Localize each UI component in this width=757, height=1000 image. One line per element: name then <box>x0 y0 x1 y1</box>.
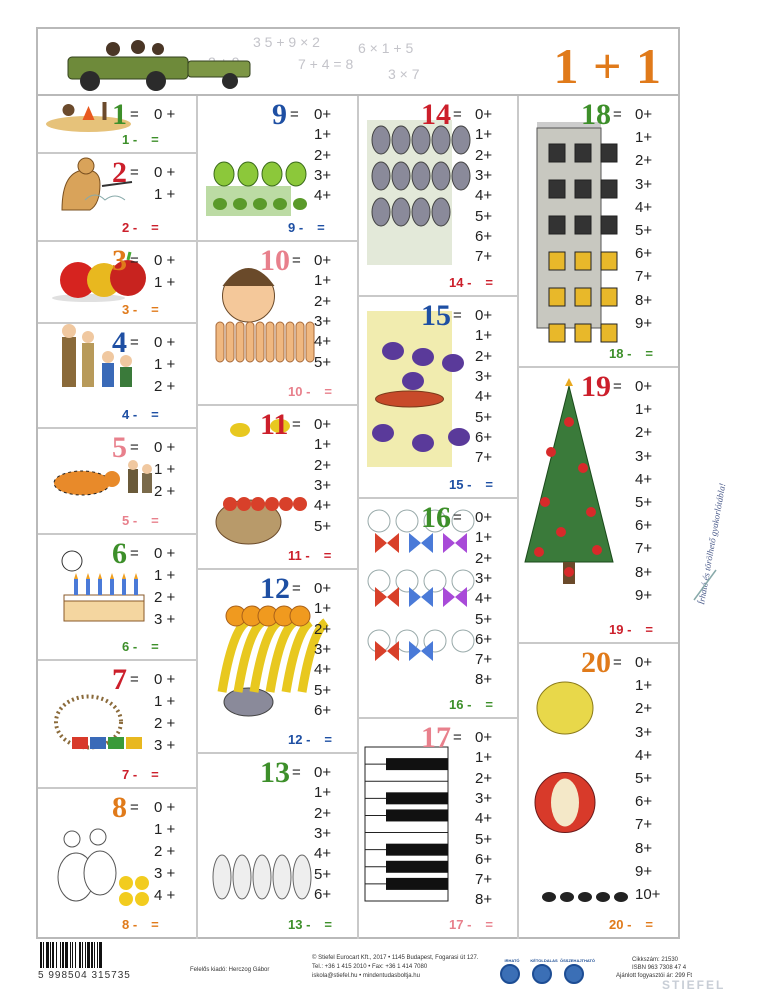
addition-row[interactable]: 10+ <box>635 886 661 903</box>
equals-sign: = <box>130 252 139 269</box>
addition-row[interactable]: 0 + <box>154 334 176 351</box>
subtraction-label: 19 - <box>609 622 632 637</box>
subtraction-label: 14 - <box>449 275 472 290</box>
price: Ajánlott fogyasztói ár: 299 Ft <box>616 973 693 979</box>
equals-sign: = <box>130 334 139 351</box>
exercise-number: 9 <box>272 98 287 131</box>
addition-row[interactable]: 3+ <box>635 723 653 741</box>
addition-row[interactable]: 3+ <box>314 824 332 842</box>
addition-row[interactable]: 5+ <box>314 517 332 535</box>
addition-row[interactable]: 7+ <box>635 540 653 558</box>
addition-row[interactable]: 0 + <box>154 439 176 456</box>
addition-row[interactable]: 4+ <box>475 810 493 828</box>
subtraction-row[interactable] <box>609 346 653 362</box>
header-banner <box>38 29 678 96</box>
addition-row[interactable]: 0+ <box>635 378 653 395</box>
addition-row[interactable]: 1 + <box>154 567 176 584</box>
page-title: 1 + 1 <box>553 38 662 94</box>
addition-row[interactable]: 1+ <box>475 327 493 345</box>
addition-row[interactable]: 2 + <box>154 483 176 500</box>
addition-row[interactable]: 0+ <box>635 654 653 671</box>
addition-row[interactable]: 7+ <box>475 651 493 669</box>
addition-row[interactable]: 3 + <box>154 737 176 754</box>
addition-row[interactable]: 2 + <box>154 589 176 606</box>
subtraction-row[interactable] <box>288 732 332 748</box>
subtraction-equals: = <box>151 513 159 528</box>
addition-row[interactable]: 2+ <box>635 152 653 170</box>
column-4 <box>519 96 678 939</box>
addition-row[interactable]: 2+ <box>475 347 493 365</box>
exercise-12 <box>198 570 357 754</box>
addition-row[interactable]: 4+ <box>475 388 493 406</box>
equals-sign: = <box>290 106 299 123</box>
subtraction-label: 2 - <box>122 220 138 235</box>
addition-row[interactable]: 2+ <box>475 549 493 567</box>
exercise-16 <box>359 499 517 719</box>
math-sheet <box>36 27 680 939</box>
addition-row[interactable]: 1+ <box>314 272 332 290</box>
svg-text:6 × 1 + 5: 6 × 1 + 5 <box>358 40 414 56</box>
exercise-number: 2 <box>112 156 127 189</box>
addition-row[interactable]: 0+ <box>475 509 493 526</box>
svg-text:3 5 + 9 × 2: 3 5 + 9 × 2 <box>253 34 320 50</box>
publisher: Felelős kiadó: Herczog Gábor <box>190 967 270 973</box>
addition-row[interactable]: 4+ <box>314 497 332 515</box>
addition-row[interactable]: 4+ <box>635 746 653 764</box>
addition-row[interactable]: 1+ <box>314 600 332 618</box>
equals-sign: = <box>130 106 139 123</box>
addition-row[interactable]: 4+ <box>635 470 653 488</box>
subtraction-label: 16 - <box>449 697 472 712</box>
subtraction-label: 7 - <box>122 767 138 782</box>
exercise-number: 10 <box>260 244 290 277</box>
subtraction-row[interactable] <box>122 220 159 236</box>
addition-row[interactable]: 2+ <box>475 769 493 787</box>
addition-row[interactable]: 0+ <box>314 106 332 123</box>
addition-row[interactable]: 6+ <box>475 227 493 245</box>
subtraction-row[interactable] <box>288 220 325 236</box>
exercise-6 <box>38 535 196 661</box>
exercise-15 <box>359 297 517 499</box>
subtraction-equals: = <box>151 220 159 235</box>
subtraction-label: 1 - <box>122 132 138 147</box>
addition-row[interactable]: 7+ <box>475 449 493 467</box>
addition-row[interactable]: 2+ <box>314 456 332 474</box>
exercise-5 <box>38 429 196 535</box>
addition-row[interactable]: 6+ <box>475 850 493 868</box>
addition-row[interactable]: 1+ <box>314 784 332 802</box>
addition-row[interactable]: 6+ <box>475 630 493 648</box>
exercise-number: 3 <box>112 244 127 277</box>
addition-row[interactable]: 1 + <box>154 821 176 838</box>
addition-row[interactable]: 3+ <box>314 476 332 494</box>
addition-row[interactable]: 5+ <box>475 207 493 225</box>
equals-sign: = <box>453 509 462 526</box>
addition-row[interactable]: 4+ <box>475 590 493 608</box>
addition-row[interactable]: 1 + <box>154 356 176 373</box>
equals-sign: = <box>292 416 301 433</box>
addition-row[interactable]: 1+ <box>635 401 653 419</box>
subtraction-equals: = <box>324 917 332 932</box>
addition-row[interactable]: 2 + <box>154 378 176 395</box>
equals-sign: = <box>130 439 139 456</box>
exercise-number: 7 <box>112 663 127 696</box>
subtraction-equals: = <box>645 917 653 932</box>
subtraction-row[interactable] <box>122 513 159 529</box>
subtraction-row[interactable] <box>288 548 331 564</box>
addition-row[interactable]: 0 + <box>154 799 176 816</box>
logo-double-sided: KÉTOLDALAS <box>532 964 552 984</box>
addition-row[interactable]: 6+ <box>475 428 493 446</box>
exercise-20 <box>519 644 678 939</box>
exercise-number: 17 <box>421 721 451 754</box>
exercise-13 <box>198 754 357 939</box>
exercise-number: 13 <box>260 756 290 789</box>
footer <box>36 942 736 994</box>
subtraction-label: 15 - <box>449 477 472 492</box>
subtraction-equals: = <box>485 697 493 712</box>
exercise-7 <box>38 661 196 789</box>
subtraction-label: 17 - <box>449 917 472 932</box>
barcode <box>38 942 134 968</box>
addition-row[interactable]: 4+ <box>314 333 332 351</box>
building-illustration <box>523 100 615 346</box>
addition-row[interactable]: 3+ <box>635 175 653 193</box>
equals-sign: = <box>292 580 301 597</box>
addition-row[interactable]: 0 + <box>154 106 176 123</box>
equals-sign: = <box>453 106 462 123</box>
equals-sign: = <box>292 764 301 781</box>
subtraction-label: 3 - <box>122 302 138 317</box>
exercise-2 <box>38 154 196 242</box>
catalog-number: Cikkszám: 21530 <box>632 957 679 963</box>
equals-sign: = <box>453 307 462 324</box>
subtraction-row[interactable] <box>122 132 159 148</box>
exercise-10 <box>198 242 357 406</box>
addition-row[interactable]: 0+ <box>314 580 332 597</box>
addition-row[interactable]: 0+ <box>314 764 332 781</box>
addition-row[interactable]: 1+ <box>475 529 493 547</box>
subtraction-row[interactable] <box>122 407 159 423</box>
subtraction-equals: = <box>485 917 493 932</box>
addition-row[interactable]: 2+ <box>635 424 653 442</box>
subtraction-equals: = <box>151 407 159 422</box>
subtraction-row[interactable] <box>449 697 493 713</box>
addition-row[interactable]: 4+ <box>475 187 493 205</box>
exercise-11 <box>198 406 357 570</box>
subtraction-label: 5 - <box>122 513 138 528</box>
subtraction-row[interactable] <box>288 384 332 400</box>
equals-sign: = <box>130 799 139 816</box>
addition-row[interactable]: 2+ <box>314 620 332 638</box>
subtraction-label: 10 - <box>288 384 311 399</box>
subtraction-label: 6 - <box>122 639 138 654</box>
equals-sign: = <box>292 252 301 269</box>
addition-row[interactable]: 0 + <box>154 252 176 269</box>
addition-row[interactable]: 0+ <box>314 416 332 433</box>
subtraction-equals: = <box>645 622 653 637</box>
addition-row[interactable]: 1+ <box>475 126 493 144</box>
addition-row[interactable]: 2+ <box>314 146 332 164</box>
addition-row[interactable]: 8+ <box>635 291 653 309</box>
addition-row[interactable]: 1 + <box>154 461 176 478</box>
subtraction-label: 18 - <box>609 346 632 361</box>
addition-row[interactable]: 3+ <box>314 312 332 330</box>
subtraction-label: 11 - <box>288 548 310 563</box>
addition-row[interactable]: 3+ <box>475 166 493 184</box>
addition-row[interactable]: 4+ <box>635 198 653 216</box>
addition-row[interactable]: 0 + <box>154 164 176 181</box>
addition-row[interactable]: 4 + <box>154 887 176 904</box>
addition-row[interactable]: 7+ <box>475 871 493 889</box>
exercise-4 <box>38 324 196 429</box>
addition-row[interactable]: 0 + <box>154 545 176 562</box>
addition-row[interactable]: 4+ <box>314 187 332 205</box>
addition-row[interactable]: 0+ <box>314 252 332 269</box>
subtraction-equals: = <box>151 302 159 317</box>
exercise-3 <box>38 242 196 324</box>
addition-row[interactable]: 1+ <box>475 749 493 767</box>
subtraction-equals: = <box>151 639 159 654</box>
subtraction-row[interactable] <box>288 917 332 933</box>
addition-row[interactable]: 1 + <box>154 693 176 710</box>
addition-row[interactable]: 3 + <box>154 611 176 628</box>
addition-row[interactable]: 2+ <box>475 146 493 164</box>
exercise-number: 18 <box>581 98 611 131</box>
addition-row[interactable]: 9+ <box>635 586 653 604</box>
exercise-number: 1 <box>112 98 127 131</box>
subtraction-equals: = <box>324 384 332 399</box>
equals-sign: = <box>130 164 139 181</box>
addition-row[interactable]: 8+ <box>475 671 493 689</box>
addition-row[interactable]: 1 + <box>154 274 176 291</box>
addition-row[interactable]: 2 + <box>154 715 176 732</box>
equals-sign: = <box>613 106 622 123</box>
addition-row[interactable]: 5+ <box>314 681 332 699</box>
christmas-tree-illustration <box>523 372 615 622</box>
exercise-1 <box>38 96 196 154</box>
addition-row[interactable]: 4+ <box>314 845 332 863</box>
subtraction-row[interactable] <box>122 302 159 318</box>
subtraction-label: 12 - <box>288 732 311 747</box>
subtraction-equals: = <box>485 275 493 290</box>
subtraction-equals: = <box>151 132 159 147</box>
addition-row[interactable]: 3 + <box>154 865 176 882</box>
subtraction-label: 13 - <box>288 917 311 932</box>
addition-row[interactable]: 1+ <box>314 126 332 144</box>
addition-row[interactable]: 1 + <box>154 186 176 203</box>
subtraction-label: 9 - <box>288 220 304 235</box>
addition-row[interactable]: 0+ <box>475 307 493 324</box>
side-note-text: Írható és törölhető gyakorlótábla! <box>696 482 728 606</box>
exercise-17 <box>359 719 517 939</box>
addition-row[interactable]: 6+ <box>635 793 653 811</box>
subtraction-label: 4 - <box>122 407 138 422</box>
addition-row[interactable]: 8+ <box>475 891 493 909</box>
exercise-number: 6 <box>112 537 127 570</box>
subtraction-equals: = <box>151 917 159 932</box>
addition-row[interactable]: 0+ <box>475 729 493 746</box>
addition-row[interactable]: 7+ <box>635 268 653 286</box>
subtraction-equals: = <box>323 548 332 563</box>
addition-row[interactable]: 6+ <box>635 517 653 535</box>
addition-row[interactable]: 9+ <box>635 314 653 332</box>
addition-row[interactable]: 0+ <box>635 106 653 123</box>
addition-row[interactable]: 0+ <box>475 106 493 123</box>
exercise-number: 4 <box>112 326 127 359</box>
exercise-number: 8 <box>112 791 127 824</box>
addition-row[interactable]: 9+ <box>635 862 653 880</box>
addition-row[interactable]: 3+ <box>475 569 493 587</box>
subtraction-equals: = <box>645 346 653 361</box>
addition-row[interactable]: 7+ <box>475 248 493 266</box>
column-3 <box>359 96 519 939</box>
subtraction-equals: = <box>317 220 325 235</box>
exercise-8 <box>38 789 196 939</box>
addition-row[interactable]: 2 + <box>154 843 176 860</box>
addition-row[interactable]: 5+ <box>475 830 493 848</box>
contact-phone: Tel.: +36 1 415 2010 • Fax: +36 1 414 7080 <box>312 964 428 970</box>
addition-row[interactable]: 3+ <box>475 789 493 807</box>
equals-sign: = <box>613 654 622 671</box>
copyright: © Stiefel Eurocart Kft., 2017 • 1145 Budapest, Fogarasi út 127. <box>312 955 479 961</box>
ants-apple-illustration <box>523 648 615 917</box>
brand-logo: STIEFEL <box>662 978 726 992</box>
side-note <box>690 420 728 610</box>
subtraction-row[interactable] <box>122 767 159 783</box>
exercise-number: 15 <box>421 299 451 332</box>
subtraction-equals: = <box>324 732 332 747</box>
addition-row[interactable]: 2+ <box>635 700 653 718</box>
jeep-illustration <box>38 29 458 96</box>
addition-row[interactable]: 6+ <box>635 245 653 263</box>
addition-row[interactable]: 0 + <box>154 671 176 688</box>
equals-sign: = <box>130 671 139 688</box>
exercise-18 <box>519 96 678 368</box>
addition-row[interactable]: 2+ <box>314 292 332 310</box>
subtraction-row[interactable] <box>449 917 493 933</box>
addition-row[interactable]: 6+ <box>314 701 332 719</box>
exercise-number: 14 <box>421 98 451 131</box>
subtraction-row[interactable] <box>449 477 493 493</box>
column-2 <box>198 96 359 939</box>
addition-row[interactable]: 2+ <box>314 804 332 822</box>
addition-row[interactable]: 3+ <box>314 640 332 658</box>
subtraction-equals: = <box>151 767 159 782</box>
addition-row[interactable]: 1+ <box>314 436 332 454</box>
addition-row[interactable]: 8+ <box>635 563 653 581</box>
addition-row[interactable]: 3+ <box>475 367 493 385</box>
svg-text:7 + 4 = 8: 7 + 4 = 8 <box>298 56 354 72</box>
subtraction-label: 20 - <box>609 917 632 932</box>
addition-row[interactable]: 6+ <box>314 885 332 903</box>
subtraction-row[interactable] <box>449 275 493 291</box>
addition-row[interactable]: 1+ <box>635 129 653 147</box>
svg-text:3 × 7: 3 × 7 <box>388 66 420 82</box>
addition-row[interactable]: 4+ <box>314 661 332 679</box>
addition-row[interactable]: 8+ <box>635 839 653 857</box>
equals-sign: = <box>453 729 462 746</box>
addition-row[interactable]: 3+ <box>635 447 653 465</box>
addition-row[interactable]: 1+ <box>635 677 653 695</box>
addition-row[interactable]: 5+ <box>475 610 493 628</box>
addition-row[interactable]: 7+ <box>635 816 653 834</box>
exercise-number: 20 <box>581 646 611 679</box>
exercise-number: 19 <box>581 370 611 403</box>
contact-email: iskola@stiefel.hu • mindentudasboltja.hu <box>312 973 420 979</box>
subtraction-row[interactable] <box>609 917 653 933</box>
column-1 <box>38 96 198 939</box>
subtraction-label: 8 - <box>122 917 138 932</box>
logo-writable: IRHATÓ <box>500 964 520 984</box>
exercise-14 <box>359 96 517 297</box>
addition-row[interactable]: 5+ <box>635 770 653 787</box>
logo-foldable: ÖSSZEHAJTHATÓ <box>564 964 584 984</box>
subtraction-row[interactable] <box>122 917 159 933</box>
equals-sign: = <box>613 378 622 395</box>
equals-sign: = <box>130 545 139 562</box>
exercise-number: 5 <box>112 431 127 464</box>
addition-row[interactable]: 5+ <box>314 865 332 883</box>
addition-row[interactable]: 5+ <box>635 222 653 239</box>
subtraction-row[interactable] <box>122 639 159 655</box>
isbn: ISBN 963 7308 47 4 <box>632 965 687 971</box>
exercise-number: 16 <box>421 501 451 534</box>
subtraction-equals: = <box>485 477 493 492</box>
addition-row[interactable]: 5+ <box>475 408 493 426</box>
addition-row[interactable]: 5+ <box>635 494 653 511</box>
exercise-9 <box>198 96 357 242</box>
exercise-19 <box>519 368 678 644</box>
addition-row[interactable]: 5+ <box>314 353 332 371</box>
barcode-number: 5 998504 315735 <box>38 970 131 981</box>
exercise-number: 11 <box>260 408 289 441</box>
addition-row[interactable]: 3+ <box>314 166 332 184</box>
exercise-number: 12 <box>260 572 290 605</box>
subtraction-row[interactable] <box>609 622 653 638</box>
